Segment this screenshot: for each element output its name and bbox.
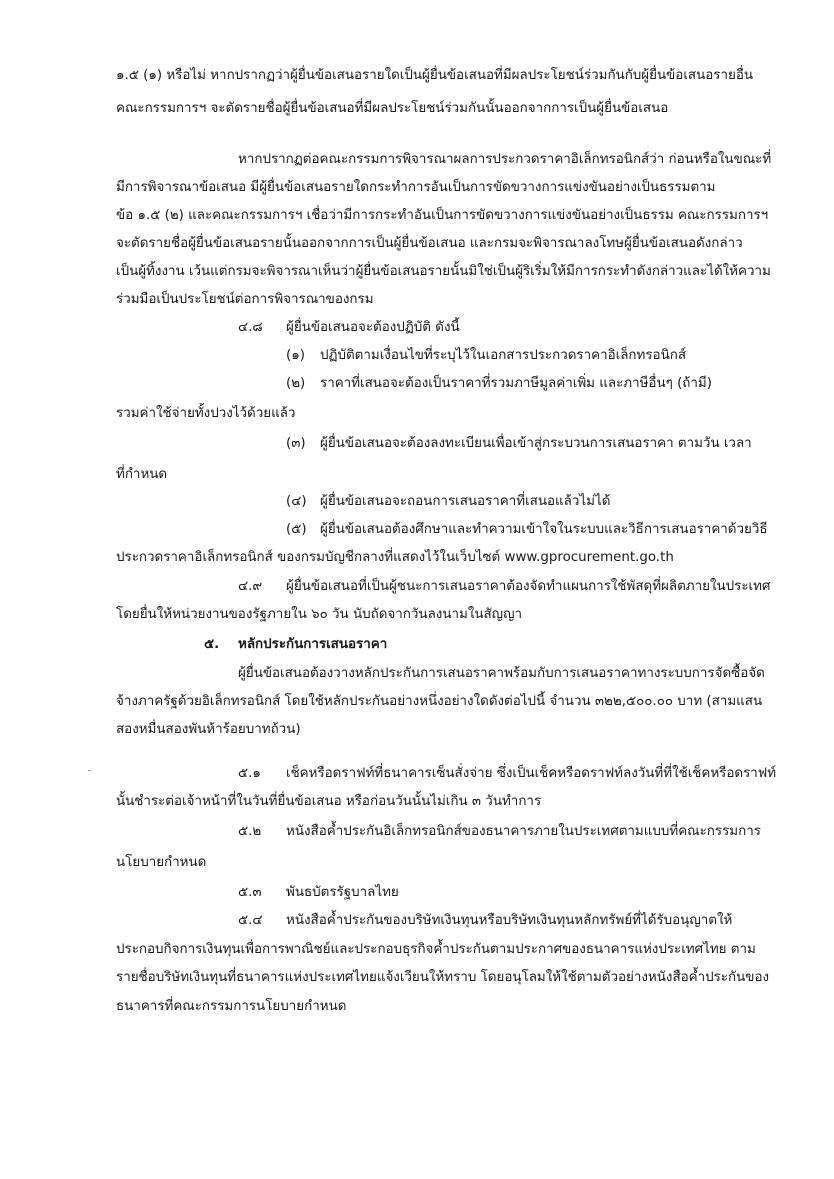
list-item-continuation: ที่กำหนด	[116, 467, 168, 482]
list-item: ผู้ยื่นข้อเสนอจะถอนการเสนอราคาที่เสนอแล้วไม่ได้	[320, 494, 611, 509]
section-number: ๕.	[204, 637, 220, 652]
paragraph-line: รายชื่อบริษัทเงินทุนที่ธนาคารแห่งประเทศไทยแจ้งเวียนให้ทราบ โดยอนุโลมให้ใช้ตามตัวอย่างหนังสือค้ำประกันของ	[116, 970, 770, 985]
paragraph-line: สองหมื่นสองพันห้าร้อยบาทถ้วน)	[116, 722, 301, 737]
paragraph-line: ผู้ยื่นข้อเสนอต้องวางหลักประกันการเสนอราคาพร้อมกับการเสนอราคาทางระบบการจัดซื้อจัด	[238, 666, 765, 681]
section-title: ผู้ยื่นข้อเสนอจะต้องปฏิบัติ ดังนี้	[286, 320, 460, 335]
subsection-number: ๕.๑	[238, 766, 261, 781]
list-item: ราคาที่เสนอจะต้องเป็นราคาที่รวมภาษีมูลค่าเพิ่ม และภาษีอื่นๆ (ถ้ามี)	[320, 376, 712, 391]
list-item-continuation: รวมค่าใช้จ่ายทั้งปวงไว้ด้วยแล้ว	[116, 406, 296, 421]
list-item-number: (๕)	[286, 522, 307, 537]
paragraph-line: ธนาคารที่คณะกรรมการนโยบายกำหนด	[116, 999, 347, 1014]
paragraph-line: ผู้ยื่นข้อเสนอที่เป็นผู้ชนะการเสนอราคาต้องจัดทำแผนการใช้พัสดุที่ผลิตภายในประเทศ	[286, 579, 771, 594]
subsection-number: ๕.๔	[238, 913, 263, 928]
paragraph-line: ประกอบกิจการเงินทุนเพื่อการพาณิชย์และประกอบธุรกิจค้ำประกันตามประกาศของธนาคารแห่งประเทศไทย ตาม	[116, 942, 756, 957]
subsection-number: ๕.๒	[238, 824, 262, 839]
paragraph-line: มีการพิจารณาข้อเสนอ มีผู้ยื่นข้อเสนอรายใดกระทำการอันเป็นการขัดขวางการแข่งขันอย่างเป็นธรรมตาม	[116, 180, 716, 195]
list-item: ผู้ยื่นข้อเสนอจะต้องลงทะเบียนเพื่อเข้าสู่กระบวนการเสนอราคา ตามวัน เวลา	[320, 436, 752, 451]
section-number: ๔.๘	[238, 320, 263, 335]
paragraph-line: จ้างภาครัฐด้วยอิเล็กทรอนิกส์ โดยใช้หลักประกันอย่างหนึ่งอย่างใดดังต่อไปนี้ จำนวน ๓๒๒,๕๐๐.๐๐ บาท (สามแสน	[116, 694, 763, 709]
paragraph-line: ร่วมมือเป็นประโยชน์ต่อการพิจารณาของกรม	[116, 292, 374, 307]
paragraph-line: หากปรากฏต่อคณะกรรมการพิจารณาผลการประกวดราคาอิเล็กทรอนิกส์ว่า ก่อนหรือในขณะที่	[238, 152, 772, 167]
subsection-number: ๕.๓	[238, 885, 262, 900]
list-item-number: (๔)	[286, 494, 307, 509]
paragraph-line: หนังสือค้ำประกันของบริษัทเงินทุนหรือบริษัทเงินทุนหลักทรัพย์ที่ได้รับอนุญาตให้	[286, 913, 733, 928]
paragraph-line: นโยบายกำหนด	[116, 855, 207, 870]
paragraph-line: เช็คหรือดราฟท์ที่ธนาคารเซ็นสั่งจ่าย ซึ่งเป็นเช็คหรือดราฟท์ลงวันที่ที่ใช้เช็คหรือดราฟท์	[286, 766, 777, 781]
paragraph-line: พันธบัตรรัฐบาลไทย	[286, 885, 399, 900]
scan-mark	[88, 770, 91, 771]
list-item: ปฏิบัติตามเงื่อนไขที่ระบุไว้ในเอกสารประกวดราคาอิเล็กทรอนิกส์	[320, 348, 687, 363]
paragraph-line: เป็นผู้ทิ้งงาน เว้นแต่กรมจะพิจารณาเห็นว่าผู้ยื่นข้อเสนอรายนั้นมิใช่เป็นผู้ริเริ่มให้มีการกระทำดังกล่าวและได้ให้ความ	[116, 264, 771, 279]
paragraph-line: ข้อ ๑.๕ (๒) และคณะกรรมการฯ เชื่อว่ามีการกระทำอันเป็นการขัดขวางการแข่งขันอย่างเป็นธรรม คณะกรรมการฯ	[116, 208, 769, 223]
list-item-number: (๑)	[286, 348, 305, 363]
list-item: ผู้ยื่นข้อเสนอต้องศึกษาและทำความเข้าใจในระบบและวิธีการเสนอราคาด้วยวิธี	[320, 522, 768, 537]
list-item-number: (๓)	[286, 436, 306, 451]
section-heading: หลักประกันการเสนอราคา	[238, 637, 388, 652]
paragraph-line: โดยยื่นให้หน่วยงานของรัฐภายใน ๖๐ วัน นับถัดจากวันลงนามในสัญญา	[116, 607, 523, 622]
paragraph-line: จะตัดรายชื่อผู้ยื่นข้อเสนอรายนั้นออกจากการเป็นผู้ยื่นข้อเสนอ และกรมจะพิจารณาลงโทษผู้ยื่นข้อเสนอดังกล่าว	[116, 236, 743, 251]
paragraph-line: นั้นชำระต่อเจ้าหน้าที่ในวันที่ยื่นข้อเสนอ หรือก่อนวันนั้นไม่เกิน ๓ วันทำการ	[116, 794, 542, 809]
paragraph-line: หนังสือค้ำประกันอิเล็กทรอนิกส์ของธนาคารภายในประเทศตามแบบที่คณะกรรมการ	[286, 824, 761, 839]
section-number: ๔.๙	[238, 579, 263, 594]
list-item-continuation: ประกวดราคาอิเล็กทรอนิกส์ ของกรมบัญชีกลางที่แสดงไว้ในเว็บไซต์ www.gprocurement.go.th	[116, 550, 674, 565]
paragraph-line: คณะกรรมการฯ จะตัดรายชื่อผู้ยื่นข้อเสนอที่มีผลประโยชน์ร่วมกันนั้นออกจากการเป็นผู้ยื่นข้อเสนอ	[116, 101, 669, 116]
paragraph-line: ๑.๕ (๑) หรือไม่ หากปรากฏว่าผู้ยื่นข้อเสนอรายใดเป็นผู้ยื่นข้อเสนอที่มีผลประโยชน์ร่วมกันกับผู้ยื่นข้อเสนอรายอื่น	[116, 68, 754, 83]
list-item-number: (๒)	[286, 376, 306, 391]
